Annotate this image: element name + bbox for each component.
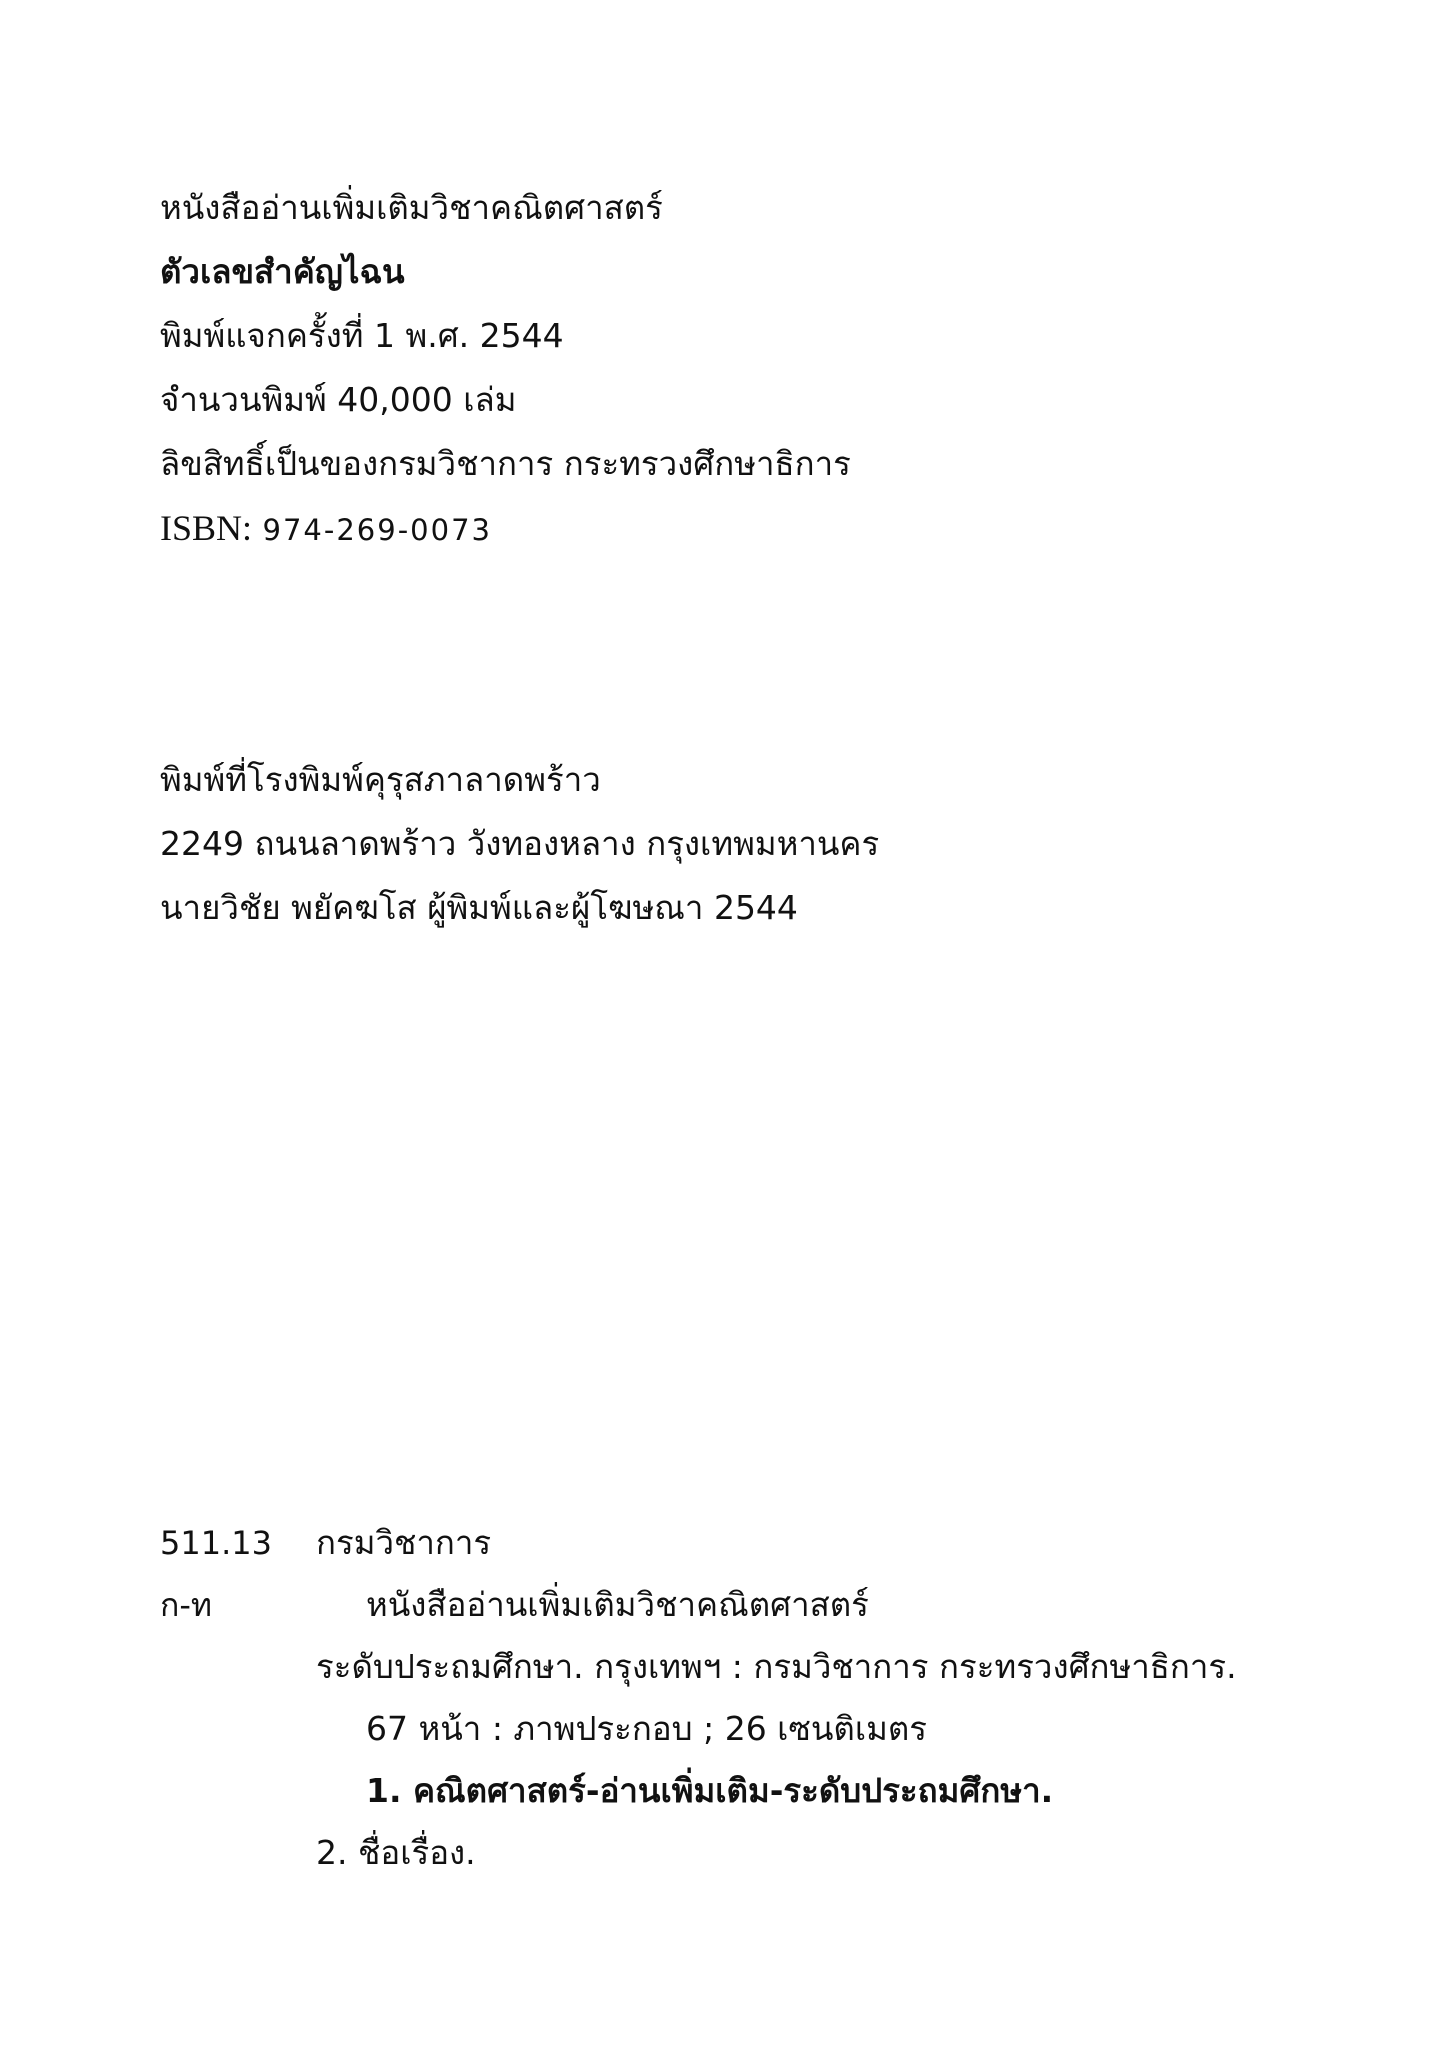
series-title: หนังสืออ่านเพิ่มเติมวิชาคณิตศาสตร์ <box>160 188 663 227</box>
printer-name: พิมพ์ที่โรงพิมพ์คุรุสภาลาดพร้าว <box>160 760 601 799</box>
catalog-title-entry: 2. ชื่อเรื่อง. <box>316 1833 476 1872</box>
isbn-value: 974-269-0073 <box>262 513 492 547</box>
catalog-author: กรมวิชาการ <box>316 1523 492 1562</box>
catalog-subject: 1. คณิตศาสตร์-อ่านเพิ่มเติม-ระดับประถมศึกษา. <box>366 1771 1054 1810</box>
isbn-label: ISBN: <box>160 508 253 548</box>
book-title: ตัวเลขสำคัญไฉน <box>160 252 405 291</box>
catalog-imprint: ระดับประถมศึกษา. กรุงเทพฯ : กรมวิชาการ กระทรวงศึกษาธิการ. <box>316 1647 1237 1686</box>
copyright-line: ลิขสิทธิ์เป็นของกรมวิชาการ กระทรวงศึกษาธิการ <box>160 444 851 483</box>
isbn-line <box>160 506 492 552</box>
publisher-line: นายวิชัย พยัคฆโส ผู้พิมพ์และผู้โฆษณา 2544 <box>160 888 798 927</box>
call-number: 511.13 <box>160 1524 272 1562</box>
print-run-line: จำนวนพิมพ์ 40,000 เล่ม <box>160 380 517 419</box>
edition-line: พิมพ์แจกครั้งที่ 1 พ.ศ. 2544 <box>160 316 564 355</box>
catalog-title: หนังสืออ่านเพิ่มเติมวิชาคณิตศาสตร์ <box>366 1585 869 1624</box>
printer-address: 2249 ถนนลาดพร้าว วังทองหลาง กรุงเทพมหานคร <box>160 824 880 863</box>
catalog-physical: 67 หน้า : ภาพประกอบ ; 26 เซนติเมตร <box>366 1709 928 1748</box>
cutter-number: ก-ท <box>160 1586 213 1624</box>
